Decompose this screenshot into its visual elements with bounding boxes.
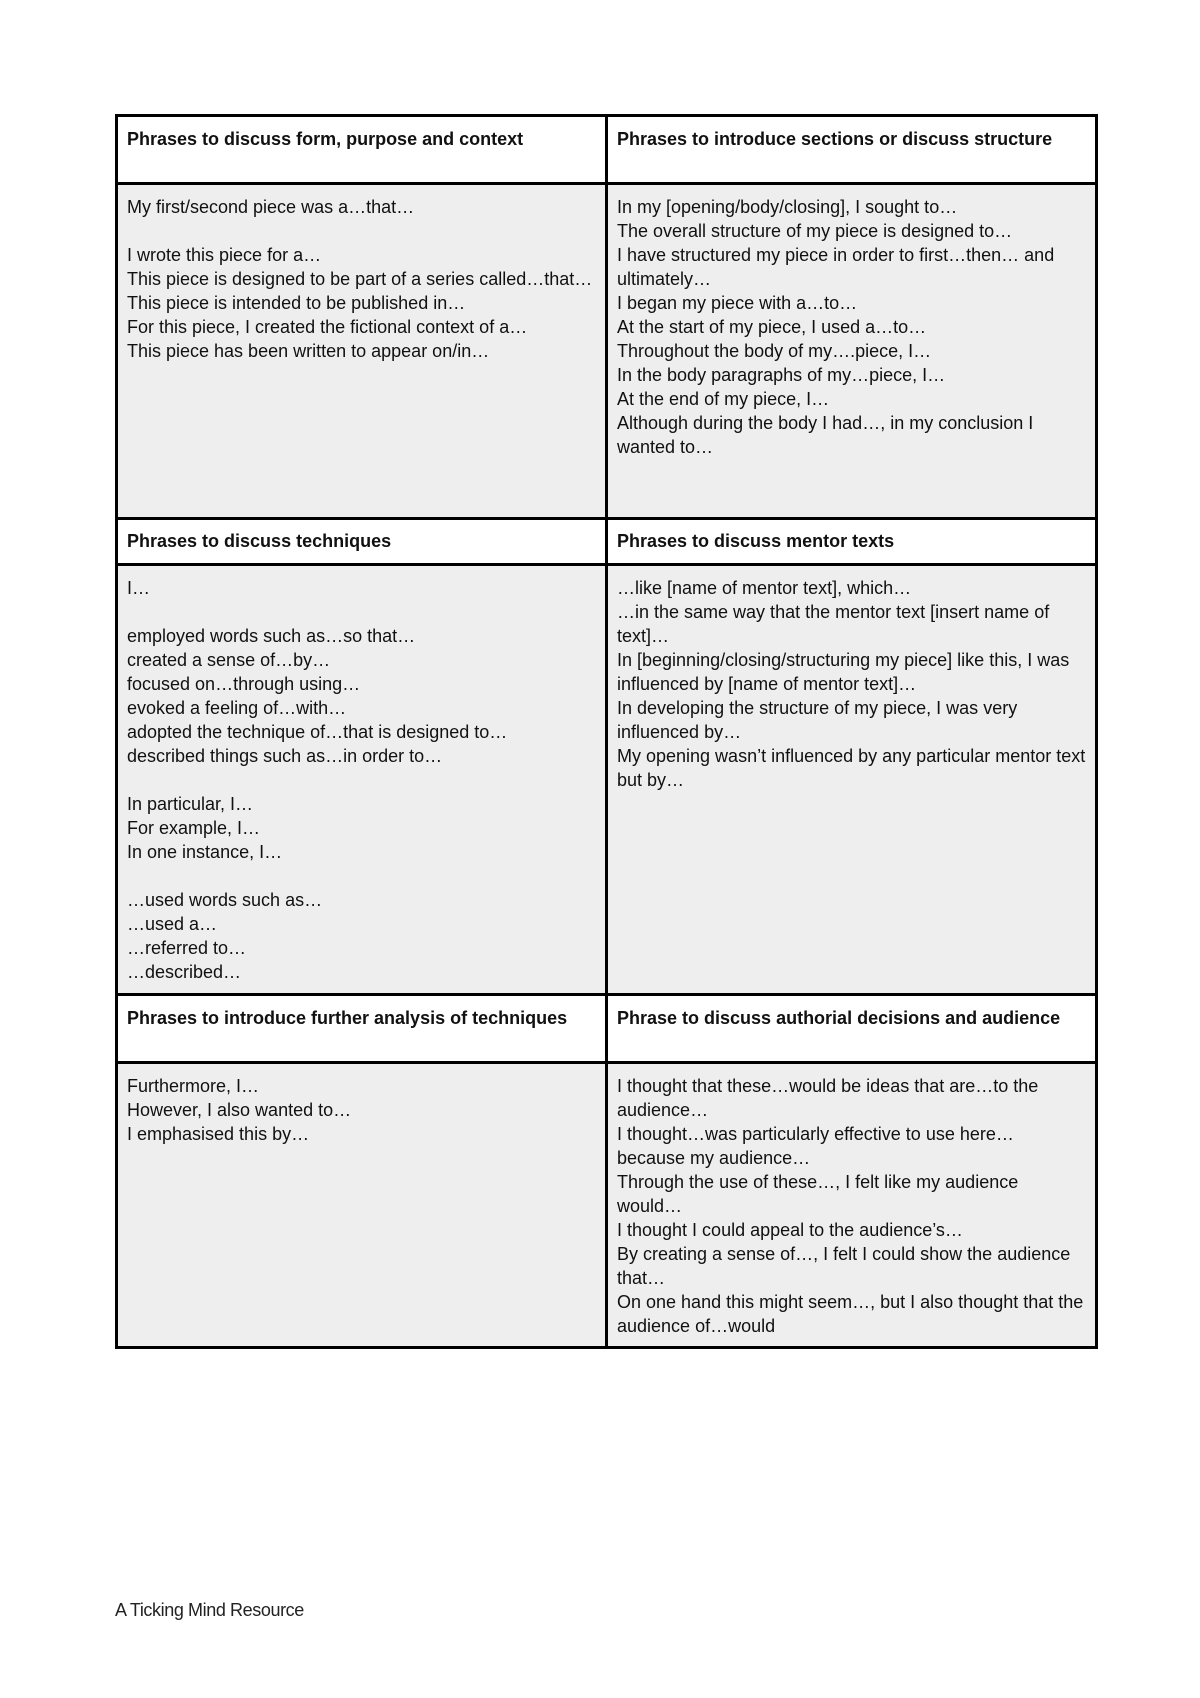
blank-line [127, 219, 596, 243]
phrase-line: For example, I… [127, 818, 261, 838]
header-row-3 [117, 995, 1097, 1063]
phrase-line: …described… [127, 962, 242, 982]
phrase-line: In one instance, I… [127, 842, 283, 862]
phrase-line: Although during the body I had…, in my conclusion I wanted to… [617, 413, 1034, 457]
heading-authorial-decisions [607, 995, 1097, 1063]
phrase-line: This piece is designed to be part of a series called…that… [127, 269, 593, 289]
phrase-line: In the body paragraphs of my…piece, I… [617, 365, 946, 385]
phrases-table [115, 114, 1098, 1349]
phrase-line: focused on…through using… [127, 674, 361, 694]
body-row-1 [117, 184, 1097, 519]
heading-further-analysis [117, 995, 607, 1063]
footer-credit: A Ticking Mind Resource [115, 1600, 304, 1620]
phrase-line: In [beginning/closing/structuring my piece] like this, I was influenced by [name of mentor text]… [617, 650, 1070, 694]
phrase-line: In developing the structure of my piece, I was very influenced by… [617, 698, 1018, 742]
phrase-line: By creating a sense of…, I felt I could show the audience that… [617, 1244, 1071, 1288]
phrase-line: At the start of my piece, I used a…to… [617, 317, 927, 337]
phrase-line: employed words such as…so that… [127, 626, 416, 646]
phrase-line: For this piece, I created the fictional context of a… [127, 317, 528, 337]
phrase-line: At the end of my piece, I… [617, 389, 830, 409]
heading-form-purpose-context [117, 116, 607, 184]
phrase-line: I began my piece with a…to… [617, 293, 858, 313]
heading-text: Phrases to discuss techniques [127, 531, 392, 551]
phrase-line: This piece has been written to appear on/in… [127, 341, 490, 361]
phrase-line: …used words such as… [127, 890, 323, 910]
phrase-line: …in the same way that the mentor text [insert name of text]… [617, 602, 1050, 646]
header-row-2 [117, 519, 1097, 565]
phrase-line: I thought I could appeal to the audience’s… [617, 1220, 963, 1240]
phrase-line: In particular, I… [127, 794, 254, 814]
heading-text: Phrases to introduce sections or discuss structure [617, 129, 1053, 149]
phrase-line: My first/second piece was a…that… [127, 197, 415, 217]
phrase-line: created a sense of…by… [127, 650, 331, 670]
body-row-2 [117, 565, 1097, 995]
phrase-line: The overall structure of my piece is designed to… [617, 221, 1013, 241]
phrase-line: I thought that these…would be ideas that are…to the audience… [617, 1076, 1039, 1120]
heading-mentor-texts [607, 519, 1097, 565]
heading-text: Phrases to discuss mentor texts [617, 531, 895, 551]
cell-mentor-texts [607, 565, 1097, 995]
cell-form-purpose-context [117, 184, 607, 519]
phrase-line: Through the use of these…, I felt like my audience would… [617, 1172, 1019, 1216]
phrase-line: I have structured my piece in order to first…then… and ultimately… [617, 245, 1055, 289]
phrase-line: However, I also wanted to… [127, 1100, 352, 1120]
phrase-line: This piece is intended to be published in… [127, 293, 466, 313]
cell-sections-structure [607, 184, 1097, 519]
phrase-line: I wrote this piece for a… [127, 245, 322, 265]
phrase-line: …referred to… [127, 938, 247, 958]
phrase-line: I emphasised this by… [127, 1124, 310, 1144]
heading-text: Phrase to discuss authorial decisions and audience [617, 1008, 1061, 1028]
heading-text: Phrases to discuss form, purpose and context [127, 129, 524, 149]
phrase-line: I… [127, 578, 151, 598]
blank-line [127, 864, 596, 888]
blank-line [127, 768, 596, 792]
phrase-line: Furthermore, I… [127, 1076, 260, 1096]
phrase-line: In my [opening/body/closing], I sought to… [617, 197, 958, 217]
heading-techniques [117, 519, 607, 565]
header-row-1 [117, 116, 1097, 184]
cell-authorial-decisions [607, 1063, 1097, 1348]
body-row-3 [117, 1063, 1097, 1348]
heading-text: Phrases to introduce further analysis of techniques [127, 1008, 568, 1028]
phrase-line: Throughout the body of my….piece, I… [617, 341, 932, 361]
phrase-line: described things such as…in order to… [127, 746, 443, 766]
blank-line [127, 600, 596, 624]
phrase-line: On one hand this might seem…, but I also thought that the audience of…would [617, 1292, 1084, 1336]
cell-techniques [117, 565, 607, 995]
phrase-line: …like [name of mentor text], which… [617, 578, 912, 598]
heading-sections-structure [607, 116, 1097, 184]
cell-further-analysis [117, 1063, 607, 1348]
phrase-line: evoked a feeling of…with… [127, 698, 347, 718]
phrase-line: My opening wasn’t influenced by any particular mentor text but by… [617, 746, 1086, 790]
phrase-line: I thought…was particularly effective to use here… because my audience… [617, 1124, 1014, 1168]
phrase-line: adopted the technique of…that is designed to… [127, 722, 508, 742]
phrase-line: …used a… [127, 914, 218, 934]
